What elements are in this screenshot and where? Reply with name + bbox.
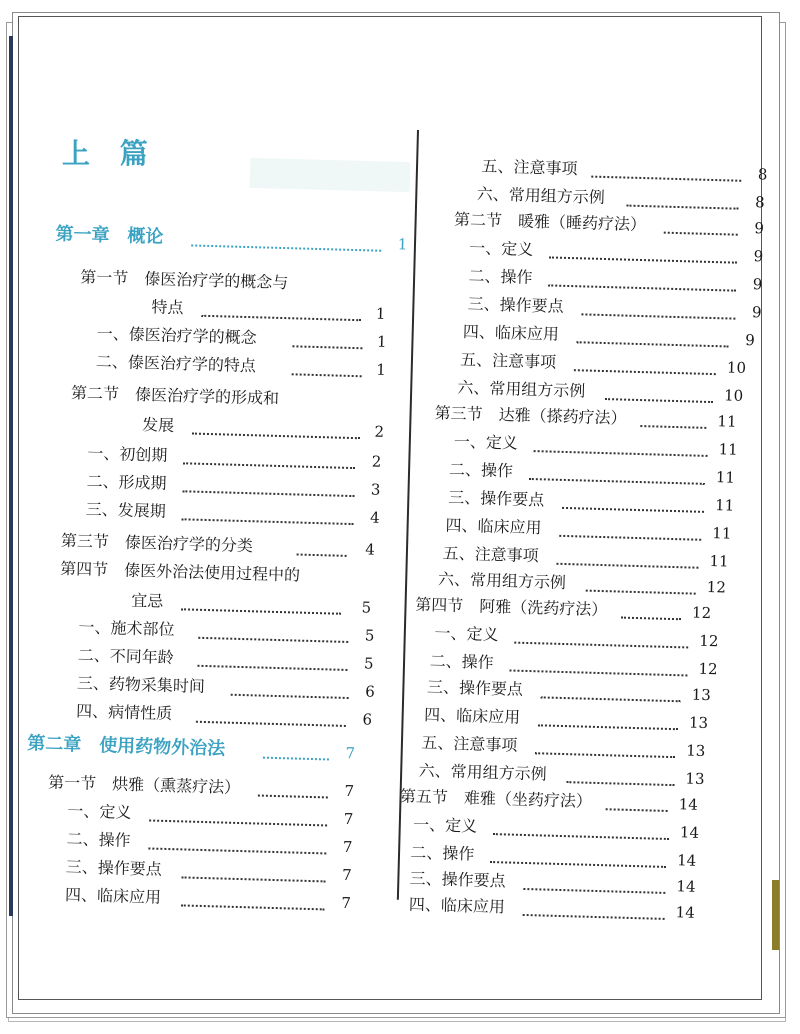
leader-dots <box>149 797 328 826</box>
entry-label: 二、形成期 <box>86 471 167 493</box>
leader-dots <box>192 411 361 440</box>
leader-dots <box>534 428 709 457</box>
toc-item[interactable] <box>442 543 729 571</box>
leader-dots <box>529 456 706 485</box>
entry-page: 1 <box>397 235 408 254</box>
entry-page: 9 <box>752 275 763 294</box>
entry-page: 14 <box>676 851 697 870</box>
leader-dots <box>148 825 327 854</box>
entry-label: 六、常用组方示例 <box>437 569 567 593</box>
toc-item[interactable] <box>476 183 765 212</box>
leader-dots <box>538 702 679 730</box>
entry-page: 7 <box>342 837 353 857</box>
leader-dots <box>523 892 666 920</box>
toc-section-4-cont[interactable] <box>131 590 372 617</box>
toc-item[interactable] <box>437 568 727 597</box>
toc-item[interactable] <box>76 672 376 701</box>
toc-item[interactable] <box>64 884 352 913</box>
entry-label: 第一章 概论 <box>55 223 164 248</box>
entry-page: 6 <box>365 682 376 701</box>
entry-page: 2 <box>371 452 382 471</box>
entry-label: 六、常用组方示例 <box>476 184 606 207</box>
entry-page: 5 <box>363 654 374 673</box>
entry-label: 三、操作要点 <box>65 857 163 879</box>
entry-label: 三、药物采集时间 <box>76 673 206 696</box>
entry-label: 四、临床应用 <box>462 322 560 344</box>
toc-item[interactable] <box>457 377 744 405</box>
entry-label: 六、常用组方示例 <box>457 377 586 401</box>
entry-page: 12 <box>699 631 719 651</box>
toc-section-1[interactable] <box>80 266 289 293</box>
entry-label: 四、临床应用 <box>423 705 521 727</box>
leader-dots <box>292 323 363 349</box>
entry-page: 14 <box>678 795 699 814</box>
toc-item[interactable] <box>453 431 738 459</box>
leader-dots <box>566 759 675 786</box>
entry-label-cont: 发展 <box>141 415 175 436</box>
toc-item[interactable] <box>95 351 387 379</box>
entry-page: 12 <box>691 603 712 623</box>
toc-item[interactable] <box>468 265 763 294</box>
entry-page: 7 <box>344 781 355 801</box>
leader-dots <box>297 532 348 557</box>
toc-item[interactable] <box>86 471 381 499</box>
entry-page: 12 <box>706 577 727 597</box>
entry-label: 三、发展期 <box>85 499 167 521</box>
leader-dots <box>493 811 670 840</box>
entry-page: 11 <box>714 496 735 515</box>
toc-item[interactable] <box>445 515 732 543</box>
entry-page: 14 <box>676 877 696 896</box>
toc-item[interactable] <box>408 894 696 922</box>
entry-page: 7 <box>343 809 354 829</box>
entry-label: 第四节 傣医外治法使用过程中的 <box>59 558 301 585</box>
entry-page: 1 <box>375 304 386 323</box>
entry-page: 2 <box>374 422 385 441</box>
entry-label: 五、注意事项 <box>442 543 539 566</box>
entry-page: 6 <box>362 710 373 729</box>
entry-page: 1 <box>376 332 387 351</box>
leader-dots <box>586 568 697 595</box>
toc-section[interactable] <box>399 785 699 814</box>
leader-dots <box>591 154 742 182</box>
leader-dots <box>182 496 355 525</box>
toc-item[interactable] <box>75 700 373 729</box>
entry-label: 二、操作 <box>448 459 514 481</box>
entry-label: 一、定义 <box>469 238 534 259</box>
entry-label: 一、定义 <box>67 801 132 822</box>
entry-label: 一、初创期 <box>87 443 168 465</box>
entry-label: 三、操作要点 <box>426 677 524 699</box>
leader-dots <box>292 351 363 377</box>
leader-dots <box>556 541 699 569</box>
entry-page: 11 <box>715 468 736 487</box>
toc-item[interactable] <box>481 156 768 184</box>
toc-item[interactable] <box>448 459 736 487</box>
entry-page: 5 <box>364 626 375 645</box>
entry-page: 9 <box>754 219 765 238</box>
toc-section[interactable] <box>453 209 765 238</box>
leader-dots <box>183 440 356 469</box>
entry-page: 9 <box>751 303 762 322</box>
entry-page: 14 <box>679 823 700 842</box>
toc-section-2-cont[interactable] <box>141 414 385 441</box>
toc-item[interactable] <box>65 856 352 885</box>
leader-dots <box>574 347 717 375</box>
entry-page: 12 <box>698 659 718 679</box>
entry-label: 五、注意事项 <box>481 156 578 179</box>
leader-dots <box>182 468 355 497</box>
toc-section[interactable] <box>434 402 737 431</box>
entry-label: 第一节 傣医治疗学的概念与 <box>80 267 289 293</box>
leader-dots <box>621 595 682 621</box>
entry-label: 第三节 傣医治疗学的分类 <box>60 530 254 556</box>
toc-item[interactable] <box>409 868 696 896</box>
entry-label-cont: 宜忌 <box>131 590 164 611</box>
entry-label-cont: 特点 <box>151 297 184 318</box>
toc-item[interactable] <box>426 676 712 705</box>
entry-label: 一、定义 <box>434 623 499 645</box>
entry-label: 第一节 烘雅（熏蒸疗法） <box>47 772 241 798</box>
toc-item[interactable] <box>412 814 700 842</box>
entry-label: 第四节 阿雅（洗药疗法） <box>415 594 608 620</box>
entry-label: 四、病情性质 <box>75 701 173 724</box>
entry-label: 一、傣医治疗学的概念 <box>96 323 257 348</box>
entry-page: 13 <box>688 713 709 733</box>
entry-page: 11 <box>712 524 732 543</box>
entry-label: 二、操作 <box>429 651 494 673</box>
toc-section[interactable] <box>415 594 712 623</box>
toc-section-4[interactable] <box>59 558 301 585</box>
entry-label: 三、操作要点 <box>467 294 564 316</box>
entry-label: 第五节 难雅（坐药疗法） <box>399 786 593 811</box>
part-title: 上 篇 <box>62 137 158 170</box>
entry-page: 5 <box>361 598 372 617</box>
toc-item[interactable] <box>421 732 706 760</box>
toc-section-3[interactable] <box>60 530 376 559</box>
toc-item[interactable] <box>410 842 697 870</box>
toc-item[interactable] <box>78 616 375 645</box>
entry-label: 四、临床应用 <box>445 515 542 538</box>
leader-dots <box>605 376 714 403</box>
entry-page: 11 <box>718 440 738 459</box>
entry-page: 9 <box>753 247 764 266</box>
toc-item[interactable] <box>85 499 380 527</box>
entry-page: 10 <box>726 358 747 377</box>
leader-dots <box>258 773 329 799</box>
toc-item[interactable] <box>459 349 747 377</box>
toc-item[interactable] <box>67 800 354 829</box>
entry-label: 三、操作要点 <box>448 487 545 510</box>
entry-label: 第二节 暖雅（睡药疗法） <box>453 209 647 235</box>
leader-dots <box>606 786 669 812</box>
entry-label: 二、操作 <box>468 266 533 287</box>
entry-label: 六、常用组方示例 <box>418 760 547 784</box>
leader-dots <box>490 839 667 868</box>
toc-chapter-2[interactable] <box>26 733 356 763</box>
entry-label: 二、操作 <box>410 842 475 864</box>
leader-dots <box>640 403 707 429</box>
leader-dots <box>198 615 349 643</box>
toc-item[interactable] <box>467 293 762 322</box>
entry-page: 8 <box>754 193 765 212</box>
entry-page: 11 <box>717 412 737 431</box>
entry-page: 4 <box>369 508 380 527</box>
entry-label: 第二章 使用药物外治法 <box>26 733 226 760</box>
leader-dots <box>197 643 348 671</box>
entry-label: 第三节 达雅（搽药疗法） <box>434 403 627 428</box>
entry-label: 二、不同年龄 <box>77 645 174 668</box>
book-edge-olive <box>772 880 779 950</box>
bleed-through-banner <box>250 158 411 192</box>
toc-chapter-1[interactable] <box>55 223 408 254</box>
toc-item[interactable] <box>77 644 374 673</box>
leader-dots <box>523 866 666 894</box>
entry-label: 五、注意事项 <box>459 349 557 372</box>
toc-section-2[interactable] <box>70 382 280 408</box>
leader-dots <box>664 210 739 236</box>
entry-page: 14 <box>675 903 696 922</box>
entry-page: 13 <box>685 769 705 788</box>
leader-dots <box>626 183 739 210</box>
toc-section-1-cont[interactable] <box>151 296 386 323</box>
entry-page: 9 <box>745 330 756 350</box>
leader-dots <box>182 854 327 882</box>
entry-label: 一、施术部位 <box>78 617 175 640</box>
entry-label: 四、临床应用 <box>408 894 506 917</box>
entry-page: 4 <box>365 540 376 559</box>
entry-page: 7 <box>341 893 352 913</box>
entry-page: 8 <box>757 165 768 184</box>
leader-dots <box>581 291 736 319</box>
book-edge-blue <box>9 36 13 916</box>
leader-dots <box>196 699 347 727</box>
toc-item[interactable] <box>418 760 705 788</box>
entry-page: 10 <box>723 386 744 405</box>
leader-dots <box>181 882 326 910</box>
leader-dots <box>559 513 702 541</box>
entry-label: 一、定义 <box>412 814 478 836</box>
entry-page: 3 <box>370 480 381 499</box>
entry-page: 1 <box>376 360 387 379</box>
toc-item[interactable] <box>87 443 382 471</box>
toc-section[interactable] <box>47 772 355 801</box>
entry-page: 13 <box>691 685 712 705</box>
entry-page: 7 <box>345 743 356 763</box>
leader-dots <box>562 485 705 513</box>
leader-dots <box>201 293 362 321</box>
toc-item[interactable] <box>66 828 353 857</box>
leader-dots <box>181 586 342 614</box>
leader-dots <box>509 647 688 676</box>
entry-label: 一、定义 <box>453 431 519 453</box>
entry-label: 五、注意事项 <box>421 733 518 755</box>
entry-label: 三、操作要点 <box>409 868 506 891</box>
entry-page: 13 <box>685 741 706 760</box>
entry-label: 四、临床应用 <box>64 885 162 907</box>
entry-label: 二、傣医治疗学的特点 <box>95 351 257 376</box>
leader-dots <box>231 672 350 699</box>
entry-label: 二、操作 <box>66 829 131 850</box>
toc-item[interactable] <box>448 487 735 515</box>
leader-dots <box>577 319 730 347</box>
toc-item[interactable] <box>423 704 709 733</box>
leader-dots <box>514 620 689 649</box>
entry-page: 7 <box>341 865 352 885</box>
toc-item[interactable] <box>434 622 719 651</box>
leader-dots <box>535 730 676 758</box>
entry-page: 11 <box>709 552 729 571</box>
toc-item[interactable] <box>469 237 764 266</box>
leader-dots <box>263 735 330 761</box>
entry-label: 第二节 傣医治疗学的形成和 <box>70 383 280 408</box>
toc-item[interactable] <box>462 321 756 350</box>
toc-item[interactable] <box>96 323 387 351</box>
leader-dots <box>541 674 682 702</box>
toc-item[interactable] <box>429 650 718 679</box>
